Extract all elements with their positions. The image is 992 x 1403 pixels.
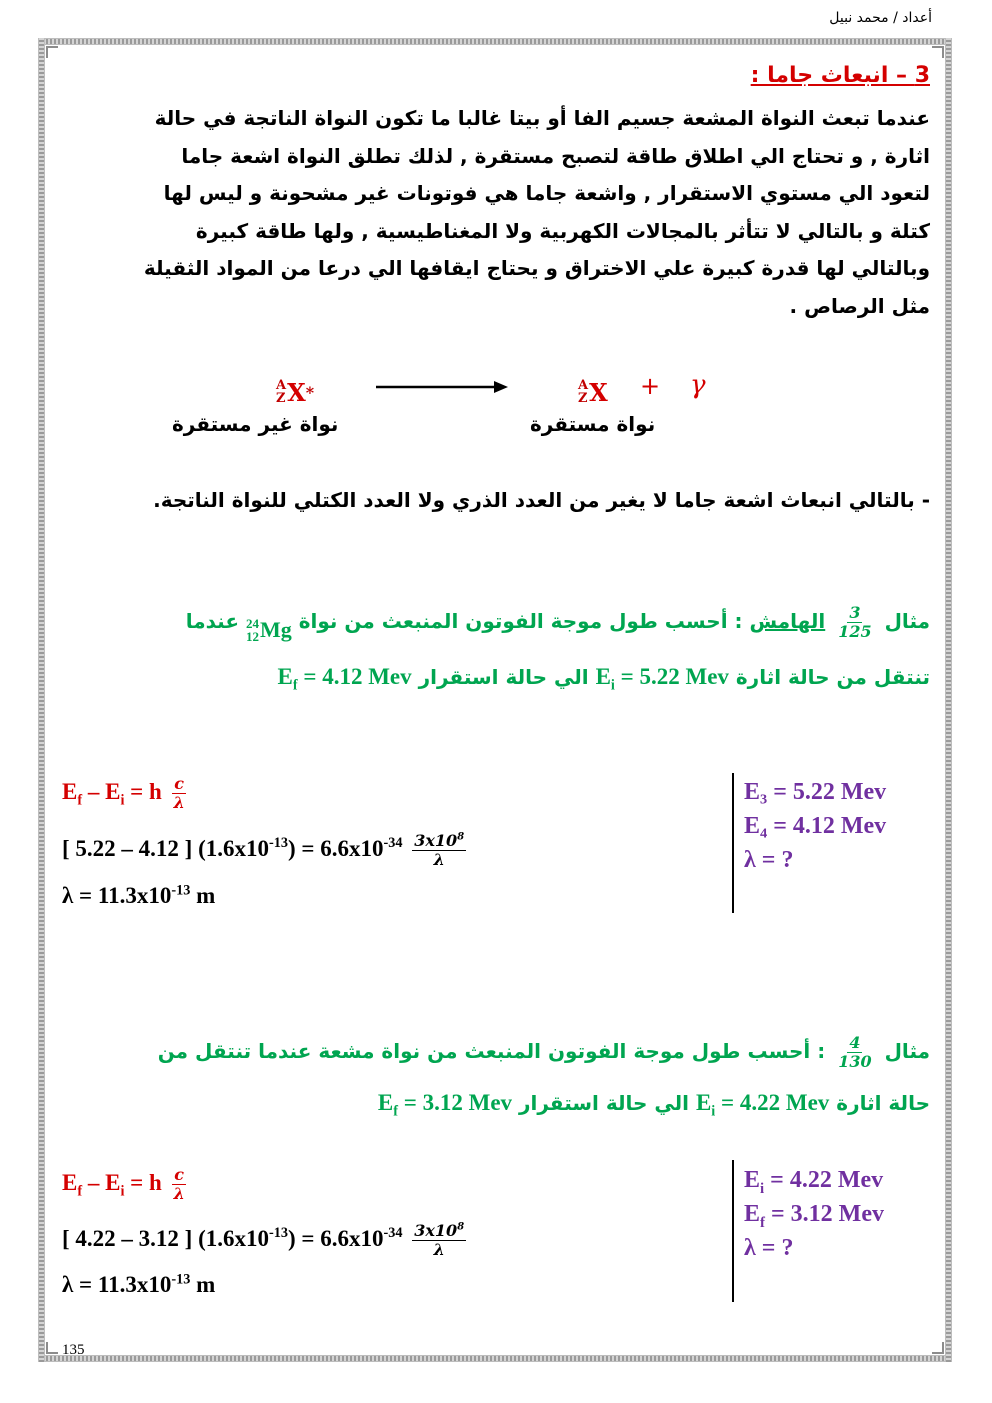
when-text: عندما bbox=[185, 609, 240, 633]
ex1-solution-line2: [ 5.22 – 4.12 ] $(1.6x10^{-13}) = 6.6x10^{-34}$ $\frac{3x10^8}{\lambda}$ bbox=[62, 831, 465, 869]
question-text: : أحسب طول موجة الفوتون المنبعث من نواة مشعة عندما تنتقل من bbox=[157, 1039, 826, 1063]
paragraph-line: مثل الرصاص . bbox=[789, 293, 930, 318]
paragraph-line: كتلة و بالتالي لا تتأثر بالمجالات الكهربية ولا المغناطيسية , ولها طاقة كبيرة bbox=[195, 218, 930, 243]
example1-line2: تنتقل من حالة اثارة $E_i = 5.22$ Mev الي حالة استقرار $E_f = 4.12$ Mev bbox=[277, 664, 930, 694]
example2-line1 bbox=[158, 1034, 930, 1071]
example-word: مثال bbox=[884, 1039, 930, 1063]
reaction-arrow bbox=[374, 380, 510, 394]
mg-nucleus: 24 12 Mg bbox=[245, 616, 292, 644]
ex2-solution-line2: [ 4.22 – 3.12 ] $(1.6x10^{-13}) = 6.6x10^{-34}$ $\frac{3x10^8}{\lambda}$ bbox=[62, 1221, 465, 1259]
section-title: 3 – انبعاث جاما : bbox=[750, 63, 930, 88]
plus-sign: + bbox=[640, 372, 661, 400]
paragraph-line: لتعود الي مستوي الاستقرار , واشعة جاما هي فوتونات غير مشحونة و ليس لها bbox=[163, 181, 930, 205]
excited-nucleus: A Z X * bbox=[276, 377, 315, 407]
example-word: مثال bbox=[884, 609, 930, 633]
ex1-solution-line3: $\lambda = 11.3x10^{-13}$ m bbox=[62, 882, 216, 908]
divider-rule bbox=[732, 1160, 734, 1302]
page-number: 135 bbox=[62, 1342, 85, 1358]
example2-line2: حالة اثارة $E_i = 4.22$ Mev الي حالة استقرار $E_f = 3.12$ Mev bbox=[377, 1090, 930, 1120]
author-credit: أعداد / محمد نبيل bbox=[829, 10, 932, 26]
source-label: الهامش bbox=[749, 609, 826, 633]
question-text: : أحسب طول موجة الفوتون المنبعث من نواة bbox=[298, 609, 743, 633]
ex1-given-values: E₃ = 5.22 Mev E₄ = 4.12 Mev λ = ? bbox=[744, 779, 887, 873]
conclusion-text: - بالتالي انبعاث اشعة جاما لا يغير من العدد الذري ولا العدد الكتلي للنواة الناتجة. bbox=[153, 488, 930, 512]
divider-rule bbox=[732, 773, 734, 913]
example-fraction: $\frac{4}{130}$ bbox=[838, 1033, 872, 1071]
label-unstable-nucleus: نواة غير مستقرة bbox=[172, 412, 339, 436]
paragraph-line: وبالتالي لها قدرة كبيرة علي الاختراق و يحتاج ايقافها الي درعا من المواد الثقيلة bbox=[143, 256, 930, 280]
ex2-solution-line1: $E_f - E_i = h$ $\frac{c}{\lambda}$ bbox=[62, 1165, 185, 1203]
gamma-symbol: γ bbox=[690, 370, 706, 400]
ex2-solution-line3: $\lambda = 11.3x10^{-13}$ m bbox=[62, 1271, 216, 1297]
paragraph-line: عندما تبعث النواة المشعة جسيم الفا أو بيتا غالبا ما تكون النواة الناتجة في حالة bbox=[154, 106, 930, 130]
paragraph-line: اثارة , و تحتاج الي اطلاق طاقة لتصبح مستقرة , لذلك تطلق النواة اشعة جاما bbox=[181, 143, 930, 168]
ex2-given-values: $E_i = 4.22$ Mev $E_f = 3.12$ Mev λ = ? bbox=[744, 1167, 884, 1261]
label-stable-nucleus: نواة مستقرة bbox=[530, 412, 656, 436]
example1-line1 bbox=[60, 604, 930, 643]
gamma-paragraph bbox=[60, 100, 930, 325]
example-fraction: $\frac{3}{125}$ bbox=[838, 603, 872, 641]
stable-nucleus: A Z X bbox=[578, 377, 608, 407]
ex1-solution-line1: $E_f - E_i = h$ $\frac{c}{\lambda}$ bbox=[62, 774, 185, 812]
